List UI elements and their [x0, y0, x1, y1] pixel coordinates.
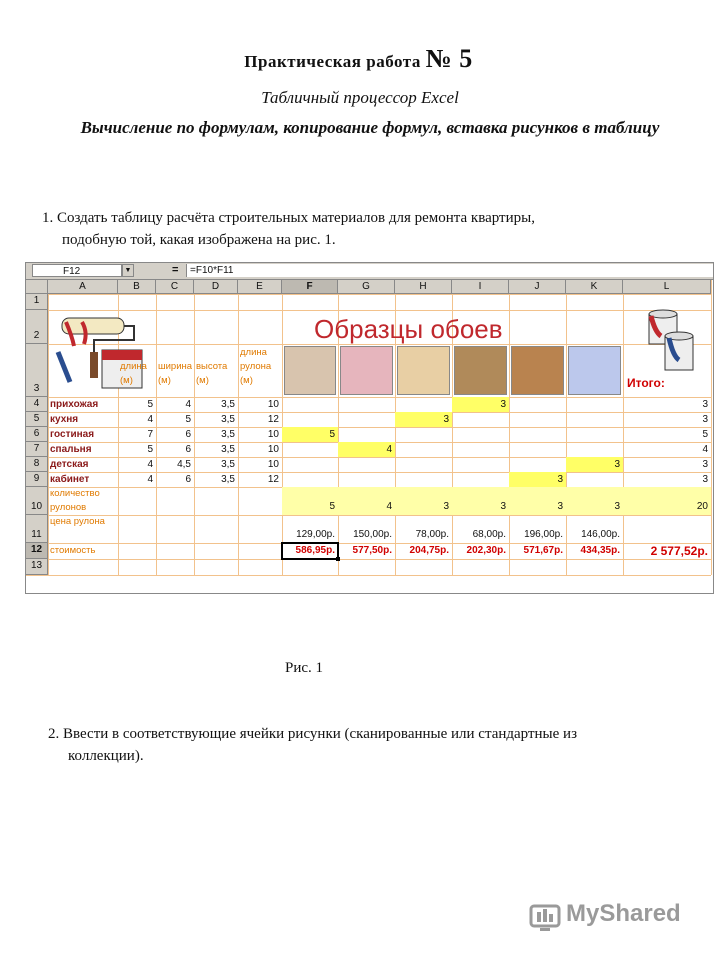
rolls-count-value: 4: [386, 501, 392, 512]
column-header-G[interactable]: G: [338, 280, 395, 294]
room-total: 3: [702, 414, 708, 425]
room-width: 6: [185, 429, 191, 440]
row-header-4[interactable]: 4: [26, 397, 48, 412]
room-length: 4: [147, 414, 153, 425]
spreadsheet-screenshot: [25, 262, 714, 594]
room-width: 4: [185, 399, 191, 410]
room-total: 3: [702, 459, 708, 470]
room-width: 6: [185, 444, 191, 455]
selected-cell-F12[interactable]: [281, 542, 339, 560]
row-header-7[interactable]: 7: [26, 442, 48, 457]
room-height: 3,5: [221, 414, 235, 425]
room-roll-length: 10: [267, 429, 279, 440]
fill-handle[interactable]: [336, 557, 340, 561]
column-header-H[interactable]: H: [395, 280, 452, 294]
row-header-13[interactable]: 13: [26, 559, 48, 575]
page-title: [0, 44, 720, 74]
header-roll-length: длина рулона (м): [240, 347, 272, 386]
room-rolls-count: 3: [614, 459, 620, 470]
room-roll-length: 12: [267, 414, 279, 425]
room-height: 3,5: [221, 429, 235, 440]
room-total: 3: [702, 474, 708, 485]
room-width: 6: [185, 474, 191, 485]
figure-caption: Рис. 1: [285, 660, 324, 676]
task-2: [48, 723, 718, 767]
roll-price-value: 150,00р.: [353, 529, 392, 540]
paint-cans-icon: [643, 308, 703, 376]
wallpaper-swatch-4: [454, 346, 507, 395]
cost-value[interactable]: 586,95р.: [295, 545, 335, 556]
task-2-line-1: 2. Ввести в соответствующие ячейки рисунки (сканированные или стандартные из: [48, 726, 577, 742]
room-name: прихожая: [50, 399, 99, 410]
rolls-count-label: количество рулонов: [50, 488, 100, 513]
cost-value: 202,30р.: [466, 545, 506, 556]
row-header-11[interactable]: 11: [26, 515, 48, 543]
cost-label: стоимость: [50, 545, 96, 556]
header-length: длина (м): [120, 361, 147, 386]
row-header-8[interactable]: 8: [26, 457, 48, 472]
room-width: 4,5: [177, 459, 191, 470]
column-header-D[interactable]: D: [194, 280, 238, 294]
formula-input[interactable]: =F10*F11: [186, 264, 714, 277]
room-length: 4: [147, 474, 153, 485]
wallpaper-swatch-1: [284, 346, 336, 395]
task-1-line-1: 1. Создать таблицу расчёта строительных материалов для ремонта квартиры,: [42, 210, 535, 226]
roll-price-value: 68,00р.: [472, 529, 506, 540]
room-length: 7: [147, 429, 153, 440]
column-header-J[interactable]: J: [509, 280, 566, 294]
row-header-1[interactable]: 1: [26, 294, 48, 310]
row-header-3[interactable]: 3: [26, 344, 48, 397]
row-header-6[interactable]: 6: [26, 427, 48, 442]
room-rolls-count: 3: [443, 414, 449, 425]
title-prefix: Практическая работа: [244, 52, 421, 71]
room-name: кабинет: [50, 474, 90, 485]
room-rolls-count: 3: [500, 399, 506, 410]
column-header-K[interactable]: K: [566, 280, 623, 294]
rolls-count-value: 3: [557, 501, 563, 512]
page-subtitle: Табличный процессор Excel: [261, 88, 459, 107]
rolls-count-value: 5: [329, 501, 335, 512]
title-number: № 5: [425, 44, 473, 73]
task-1-line-2: подобную той, какая изображена на рис. 1.: [62, 232, 336, 248]
page-heading: Вычисление по формулам, копирование формул, вставка рисунков в таблицу: [80, 118, 660, 137]
cost-value: 434,35р.: [580, 545, 620, 556]
column-header-F[interactable]: F: [282, 280, 338, 294]
room-roll-length: 10: [267, 444, 279, 455]
roll-price-label: цена рулона: [50, 516, 105, 527]
room-rolls-count: 4: [386, 444, 392, 455]
room-name: кухня: [50, 414, 79, 425]
cost-total: 2 577,52р.: [650, 544, 708, 558]
room-height: 3,5: [221, 444, 235, 455]
room-height: 3,5: [221, 399, 235, 410]
formula-bar: [26, 263, 713, 280]
wallpaper-swatch-2: [340, 346, 393, 395]
formula-equals-button[interactable]: =: [172, 264, 179, 276]
name-box-dropdown-icon[interactable]: ▼: [122, 264, 134, 277]
rolls-count-value: 3: [500, 501, 506, 512]
room-name: детская: [50, 459, 89, 470]
room-total: 3: [702, 399, 708, 410]
watermark-brand: MyShared: [566, 900, 681, 927]
column-header-E[interactable]: E: [238, 280, 282, 294]
roll-price-value: 78,00р.: [415, 529, 449, 540]
wallpaper-swatch-6: [568, 346, 621, 395]
header-height: высота (м): [196, 361, 228, 386]
watermark: [528, 896, 693, 934]
room-length: 4: [147, 459, 153, 470]
task-2-line-2: коллекции).: [68, 748, 144, 764]
corner-header: [26, 280, 48, 294]
myshared-logo-icon: [528, 898, 562, 934]
row-header-5[interactable]: 5: [26, 412, 48, 427]
column-header-A[interactable]: A: [48, 280, 118, 294]
column-header-I[interactable]: I: [452, 280, 509, 294]
name-box[interactable]: F12: [32, 264, 122, 277]
row-header-2[interactable]: 2: [26, 310, 48, 344]
room-roll-length: 10: [267, 399, 279, 410]
column-header-L[interactable]: L: [623, 280, 711, 294]
row-header-9[interactable]: 9: [26, 472, 48, 487]
wallpaper-swatch-3: [397, 346, 450, 395]
column-header-C[interactable]: C: [156, 280, 194, 294]
rolls-count-value: 3: [443, 501, 449, 512]
rolls-count-total: 20: [696, 501, 708, 512]
roll-price-value: 146,00р.: [581, 529, 620, 540]
cost-value: 204,75р.: [409, 545, 449, 556]
roll-price-value: 129,00р.: [296, 529, 335, 540]
row-header-10[interactable]: 10: [26, 487, 48, 515]
room-total: 4: [702, 444, 708, 455]
room-rolls-count: 3: [557, 474, 563, 485]
wallpaper-banner: Образцы обоев: [314, 314, 503, 344]
rolls-count-value: 3: [614, 501, 620, 512]
room-name: гостиная: [50, 429, 95, 440]
cost-value: 571,67р.: [523, 545, 563, 556]
room-roll-length: 10: [267, 459, 279, 470]
roll-price-value: 196,00р.: [524, 529, 563, 540]
cost-value: 577,50р.: [352, 545, 392, 556]
row-header-12[interactable]: 12: [26, 543, 48, 559]
header-width: ширина (м): [158, 361, 193, 386]
room-roll-length: 12: [267, 474, 279, 485]
room-width: 5: [185, 414, 191, 425]
room-rolls-count: 5: [329, 429, 335, 440]
room-height: 3,5: [221, 474, 235, 485]
room-height: 3,5: [221, 459, 235, 470]
room-total: 5: [702, 429, 708, 440]
itogo-label: Итого:: [627, 376, 665, 390]
room-length: 5: [147, 444, 153, 455]
room-name: спальня: [50, 444, 92, 455]
column-header-B[interactable]: B: [118, 280, 156, 294]
wallpaper-swatch-5: [511, 346, 564, 395]
task-1: [42, 207, 712, 251]
room-length: 5: [147, 399, 153, 410]
